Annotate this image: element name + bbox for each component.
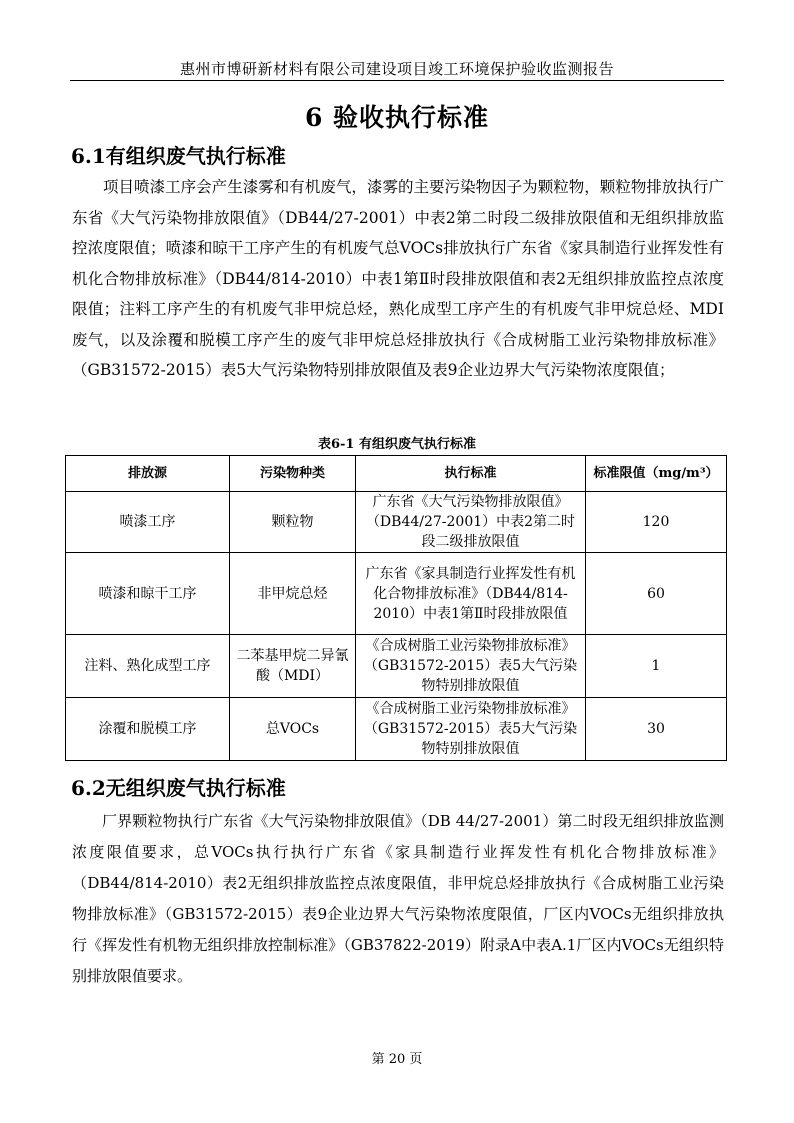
section-title-organized: 6.1有组织废气执行标准 [71, 144, 286, 168]
cell-source: 喷漆工序 [66, 492, 230, 553]
cell-pollutant: 非甲烷总烃 [230, 553, 356, 635]
col-header-standard: 执行标准 [356, 456, 586, 492]
cell-standard: 广东省《大气污染物排放限值》（DB44/27-2001）中表2第二时段二级排放限值 [356, 492, 586, 553]
cell-source: 涂覆和脱模工序 [66, 698, 230, 761]
col-header-source: 排放源 [66, 456, 230, 492]
col-header-limit: 标准限值（mg/m³） [586, 456, 727, 492]
cell-limit: 120 [586, 492, 727, 553]
cell-source: 喷漆和晾干工序 [66, 553, 230, 635]
cell-source: 注料、熟化成型工序 [66, 635, 230, 698]
paragraph-unorganized: 厂界颗粒物执行广东省《大气污染物排放限值》（DB 44/27-2001）第二时段无组织排放监测浓度限值要求，总VOCs执行执行广东省《家具制造行业挥发性有机化合物排放标准》（DB44/814-2010）表2无组织排放监控点浓度限值，非甲烷总烃排放执行《合成树脂工业污染物排放标准》（GB31572-2015）表9企业边界大气污染物浓度限值，厂区内VOCs无组织排放执行《挥发性有机物无组织排放控制标准》（GB37822-2019）附录A中表A.1厂区内VOCs无组织特别排放限值要求。 [72, 812, 724, 985]
cell-pollutant: 二苯基甲烷二异氰酸（MDI） [230, 635, 356, 698]
section-title-unorganized: 6.2无组织废气执行标准 [71, 776, 286, 800]
table-row [66, 553, 727, 635]
table-caption: 表6-1 有组织废气执行标准 [317, 437, 476, 452]
chapter-title: 6 验收执行标准 [304, 103, 490, 132]
cell-standard: 广东省《家具制造行业挥发性有机化合物排放标准》（DB44/814-2010）中表1第Ⅱ时段排放限值 [356, 553, 586, 635]
table-header-row [66, 456, 727, 492]
cell-pollutant: 总VOCs [230, 698, 356, 761]
header-rule [70, 80, 724, 81]
cell-standard: 《合成树脂工业污染物排放标准》（GB31572-2015）表5大气污染物特别排放限值 [356, 698, 586, 761]
cell-standard: 《合成树脂工业污染物排放标准》（GB31572-2015）表5大气污染物特别排放限值 [356, 635, 586, 698]
cell-limit: 60 [586, 553, 727, 635]
standards-table [65, 455, 727, 761]
table-row [66, 698, 727, 761]
cell-limit: 1 [586, 635, 727, 698]
table-row [66, 635, 727, 698]
page-header: 惠州市博研新材料有限公司建设项目竣工环境保护验收监测报告 [179, 60, 614, 78]
cell-limit: 30 [586, 698, 727, 761]
cell-pollutant: 颗粒物 [230, 492, 356, 553]
col-header-pollutant: 污染物种类 [230, 456, 356, 492]
page-number: 第 20 页 [371, 1052, 423, 1067]
paragraph-organized: 项目喷漆工序会产生漆雾和有机废气，漆雾的主要污染物因子为颗粒物，颗粒物排放执行广东省《大气污染物排放限值》（DB44/27-2001）中表2第二时段二级排放限值和无组织排放监控浓度限值；喷漆和晾干工序产生的有机废气总VOCs排放执行广东省《家具制造行业挥发性有机化合物排放标准》（DB44/814-2010）中表1第Ⅱ时段排放限值和表2无组织排放监控点浓度限值；注料工序产生的有机废气非甲烷总烃，熟化成型工序产生的有机废气非甲烷总烃、MDI废气，以及涂覆和脱模工序产生的废气非甲烷总烃排放执行《合成树脂工业污染物排放标准》（GB31572-2015）表5大气污染物特别排放限值及表9企业边界大气污染物浓度限值； [72, 178, 724, 379]
table-row [66, 492, 727, 553]
